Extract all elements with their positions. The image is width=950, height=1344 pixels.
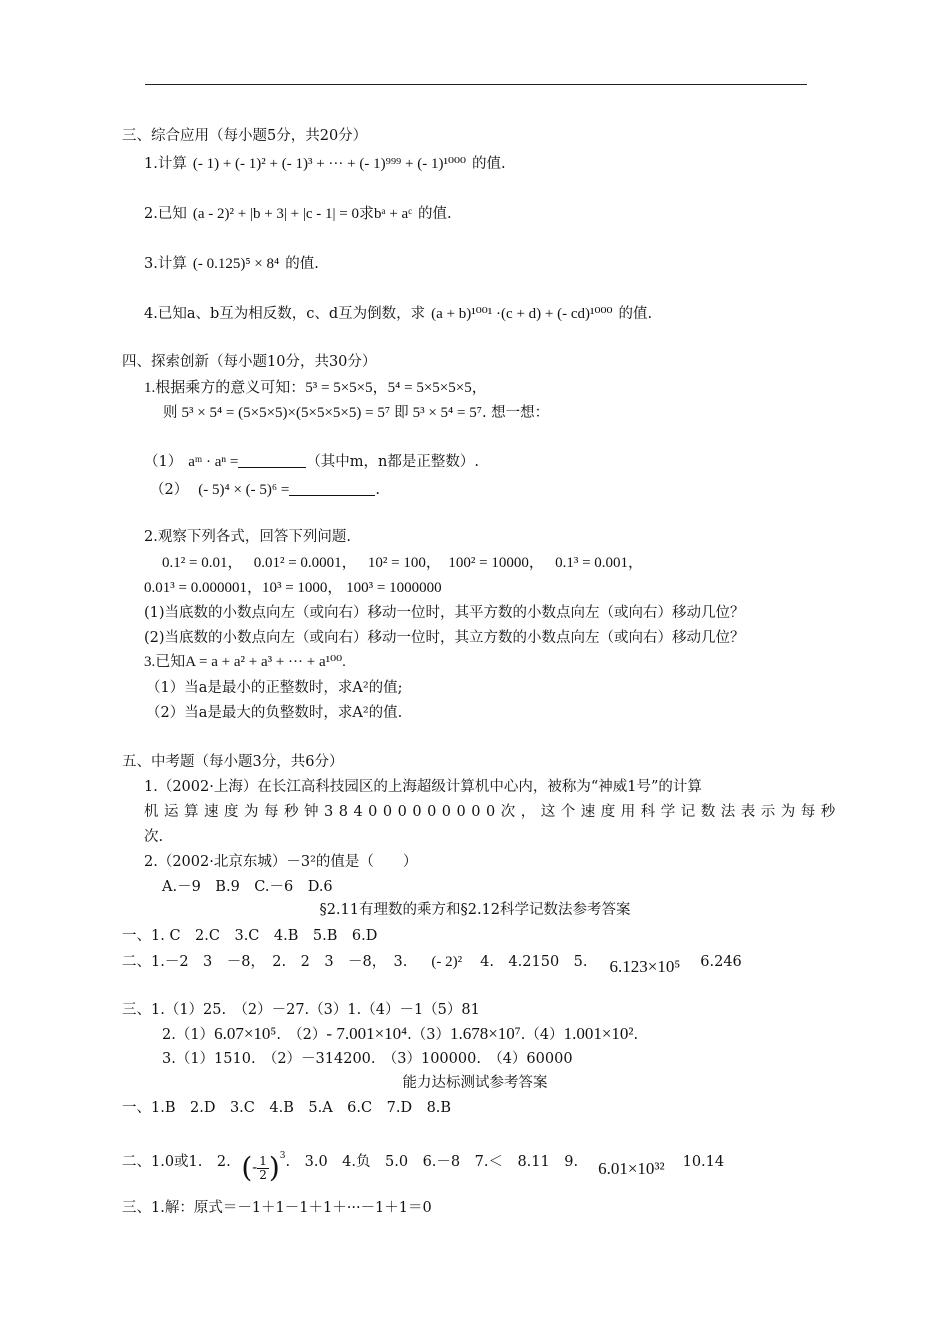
answers2-line1: 一、1.B 2.D 3.C 4.B 5.A 6.C 7.D 8.B (122, 1100, 452, 1116)
sec4-q2-line2: 0.01³ = 0.000001，10³ = 1000， 100³ = 1000000 (144, 580, 442, 596)
q1-line2-suffix: . 想一想： (481, 405, 550, 421)
a1-line2-c: 4. 4.2150 5. (480, 954, 588, 970)
q1-suffix: 的值. (472, 156, 506, 172)
sec4-q3-line: 3.已知A = a + a² + a³ + ··· + a¹⁰⁰. (144, 654, 346, 670)
answers1-line5: 3.（1）1510. （2）－314200. （3）100000. （4）60000 (162, 1051, 573, 1067)
answers2-title: 能力达标测试参考答案 (402, 1075, 548, 1091)
q1-line2-expression2: 5³ × 5⁴ = 5⁷ (412, 405, 482, 421)
a2-fraction-power (241, 1136, 285, 1188)
a1-line4-f: 1.678×10⁷ (449, 1024, 521, 1043)
answers2-line3: 三、1.解：原式＝－1＋1－1＋1＋···－1＋1＝0 (122, 1200, 432, 1216)
a1-line4-c: . （2） (276, 1027, 327, 1043)
sec4-q1-sub2 (150, 480, 380, 500)
a1-line4-i: . (633, 1027, 639, 1043)
sub1-suffix: （其中m，n都是正整数）. (306, 454, 480, 470)
sec3-q3 (144, 254, 319, 274)
a1-line4-b: 6.07×10⁵ (214, 1024, 277, 1043)
q2-suffix: 的值. (418, 206, 452, 222)
answers1-line3: 三、1.（1）25. （2）－27.（3）1.（4）－1（5）81 (122, 1002, 480, 1018)
q2-expression: (a - 2)² + |b + 3| + |c - 1| = 0求bᵃ + aᶜ (192, 206, 413, 222)
sec4-q1-line2 (163, 403, 549, 423)
sec5-q2-line: 2.（2002·北京东城）－3²的值是（ ） (144, 854, 418, 870)
sub2-suffix: . (375, 482, 380, 498)
sub2-expression: (- 5)⁴ × (- 5)⁶ = (198, 482, 290, 498)
a1-line2-d: 6.123×10⁵ (609, 957, 681, 976)
q3-prefix: 3.计算 (144, 256, 187, 272)
sec4-q2-line1: 0.1² = 0.01， 0.01² = 0.0001， 10² = 100， 100² = 10000， 0.1³ = 0.001， (162, 555, 644, 571)
q4-expression: (a + b)¹⁰⁰¹ ·(c + d) + (- cd)¹⁰⁰⁰ (431, 306, 613, 322)
q3-expression: (- 0.125)⁵ × 8⁴ (192, 256, 280, 272)
a2-line2-c: 6.01×10³² (598, 1159, 665, 1178)
answers1-line4 (162, 1024, 638, 1045)
sec5-q1-line3: 次. (144, 829, 164, 845)
sec4-q3-sub1: （1）当a是最小的正整数时，求A²的值; (146, 680, 403, 696)
q4-prefix: 4.已知a、b互为相反数，c、d互为倒数，求 (144, 306, 426, 322)
q1-expression: (- 1) + (- 1)² + (- 1)³ + ··· + (- 1)⁹⁹⁹ + (- 1)¹⁰⁰⁰ (192, 156, 467, 172)
section4-title: 四、探索创新（每小题10分，共30分） (122, 354, 377, 370)
sub2-answer-blank[interactable] (289, 481, 375, 496)
q1-line2-prefix: 则 (163, 405, 178, 421)
right-paren: ) (268, 1151, 280, 1184)
sec3-q1 (144, 154, 506, 174)
a2-frac-den: 2 (259, 1167, 267, 1182)
header-rule (145, 84, 807, 85)
sec3-q4 (144, 304, 652, 324)
sub1-expression: aᵐ · aⁿ = (188, 454, 239, 470)
sec5-q1-line1: 1.（2002·上海）在长江高科技园区的上海超级计算机中心内，被称为“神威1号”的计算 (144, 779, 702, 795)
a1-line4-h: 1.001×10² (563, 1024, 634, 1043)
sec3-q2 (144, 204, 452, 224)
answers1-line2 (122, 951, 812, 976)
a2-frac-num: 1 (259, 1153, 267, 1168)
section5-title: 五、中考题（每小题3分，共6分） (122, 754, 344, 770)
a1-line2-a: 二、1.－2 3 －8， 2. 2 3 －8， 3. (122, 954, 408, 970)
section3-title: 三、综合应用（每小题5分，共20分） (122, 128, 368, 144)
q1-prefix: 1.计算 (144, 156, 187, 172)
sub1-prefix: （1） (144, 454, 183, 470)
sec4-q2-sub1: (1)当底数的小数点向左（或向右）移动一位时，其平方数的小数点向左（或向右）移动几位？ (144, 605, 745, 621)
a2-frac-sign: - (252, 1160, 258, 1176)
q4-suffix: 的值. (618, 306, 653, 322)
a2-line2-a: 二、1.0或1. 2. (122, 1154, 231, 1170)
a1-line2-b: (- 2)² (431, 954, 463, 970)
q1-line2-expression: 5³ × 5⁴ = (5×5×5)×(5×5×5×5) = 5⁷ (181, 405, 391, 421)
sec4-q2-sub2: (2)当底数的小数点向左（或向右）移动一位时，其立方数的小数点向左（或向右）移动几位？ (144, 630, 745, 646)
a1-line4-d: - 7.001×10⁴ (326, 1024, 408, 1043)
q3-suffix: 的值. (285, 256, 319, 272)
sec4-q2-title: 2.观察下列各式，回答下列问题. (144, 529, 351, 545)
q1-line2-mid: 即 (394, 405, 409, 421)
a1-line2-e: 6.246 (700, 954, 742, 970)
answers2-line2 (122, 1136, 725, 1184)
sec4-q1-sub1 (144, 452, 479, 472)
sub2-prefix: （2） (150, 482, 189, 498)
a1-line4-e: .（3） (407, 1027, 450, 1043)
answers1-title: §2.11有理数的乘方和§2.12科学记数法参考答案 (319, 902, 631, 918)
q2-prefix: 2.已知 (144, 206, 187, 222)
sec5-q2-options: A.－9 B.9 C.－6 D.6 (162, 879, 333, 895)
a2-frac-exp: 3 (279, 1151, 286, 1161)
answers1-line1: 一、1. C 2.C 3.C 4.B 5.B 6.D (122, 928, 378, 944)
sec5-q1-line2: 机运算速度为每秒钟384000000000次，这个速度用科学记数法表示为每秒 (144, 804, 841, 820)
a1-line4-a: 2.（1） (162, 1027, 215, 1043)
a2-line2-b: . 3.0 4.负 5.0 6.－8 7.＜ 8.11 9. (285, 1154, 579, 1170)
sec4-q3-sub2: （2）当a是最大的负整数时，求A²的值. (146, 705, 403, 721)
left-paren: ( (241, 1151, 253, 1184)
a1-line4-g: .（4） (520, 1027, 564, 1043)
a2-fraction (257, 1155, 269, 1182)
a2-line2-d: 10.14 (682, 1154, 725, 1170)
sub1-answer-blank[interactable] (238, 453, 306, 468)
sec4-q1-line1: 1.根据乘方的意义可知：5³ = 5×5×5，5⁴ = 5×5×5×5， (144, 380, 487, 396)
